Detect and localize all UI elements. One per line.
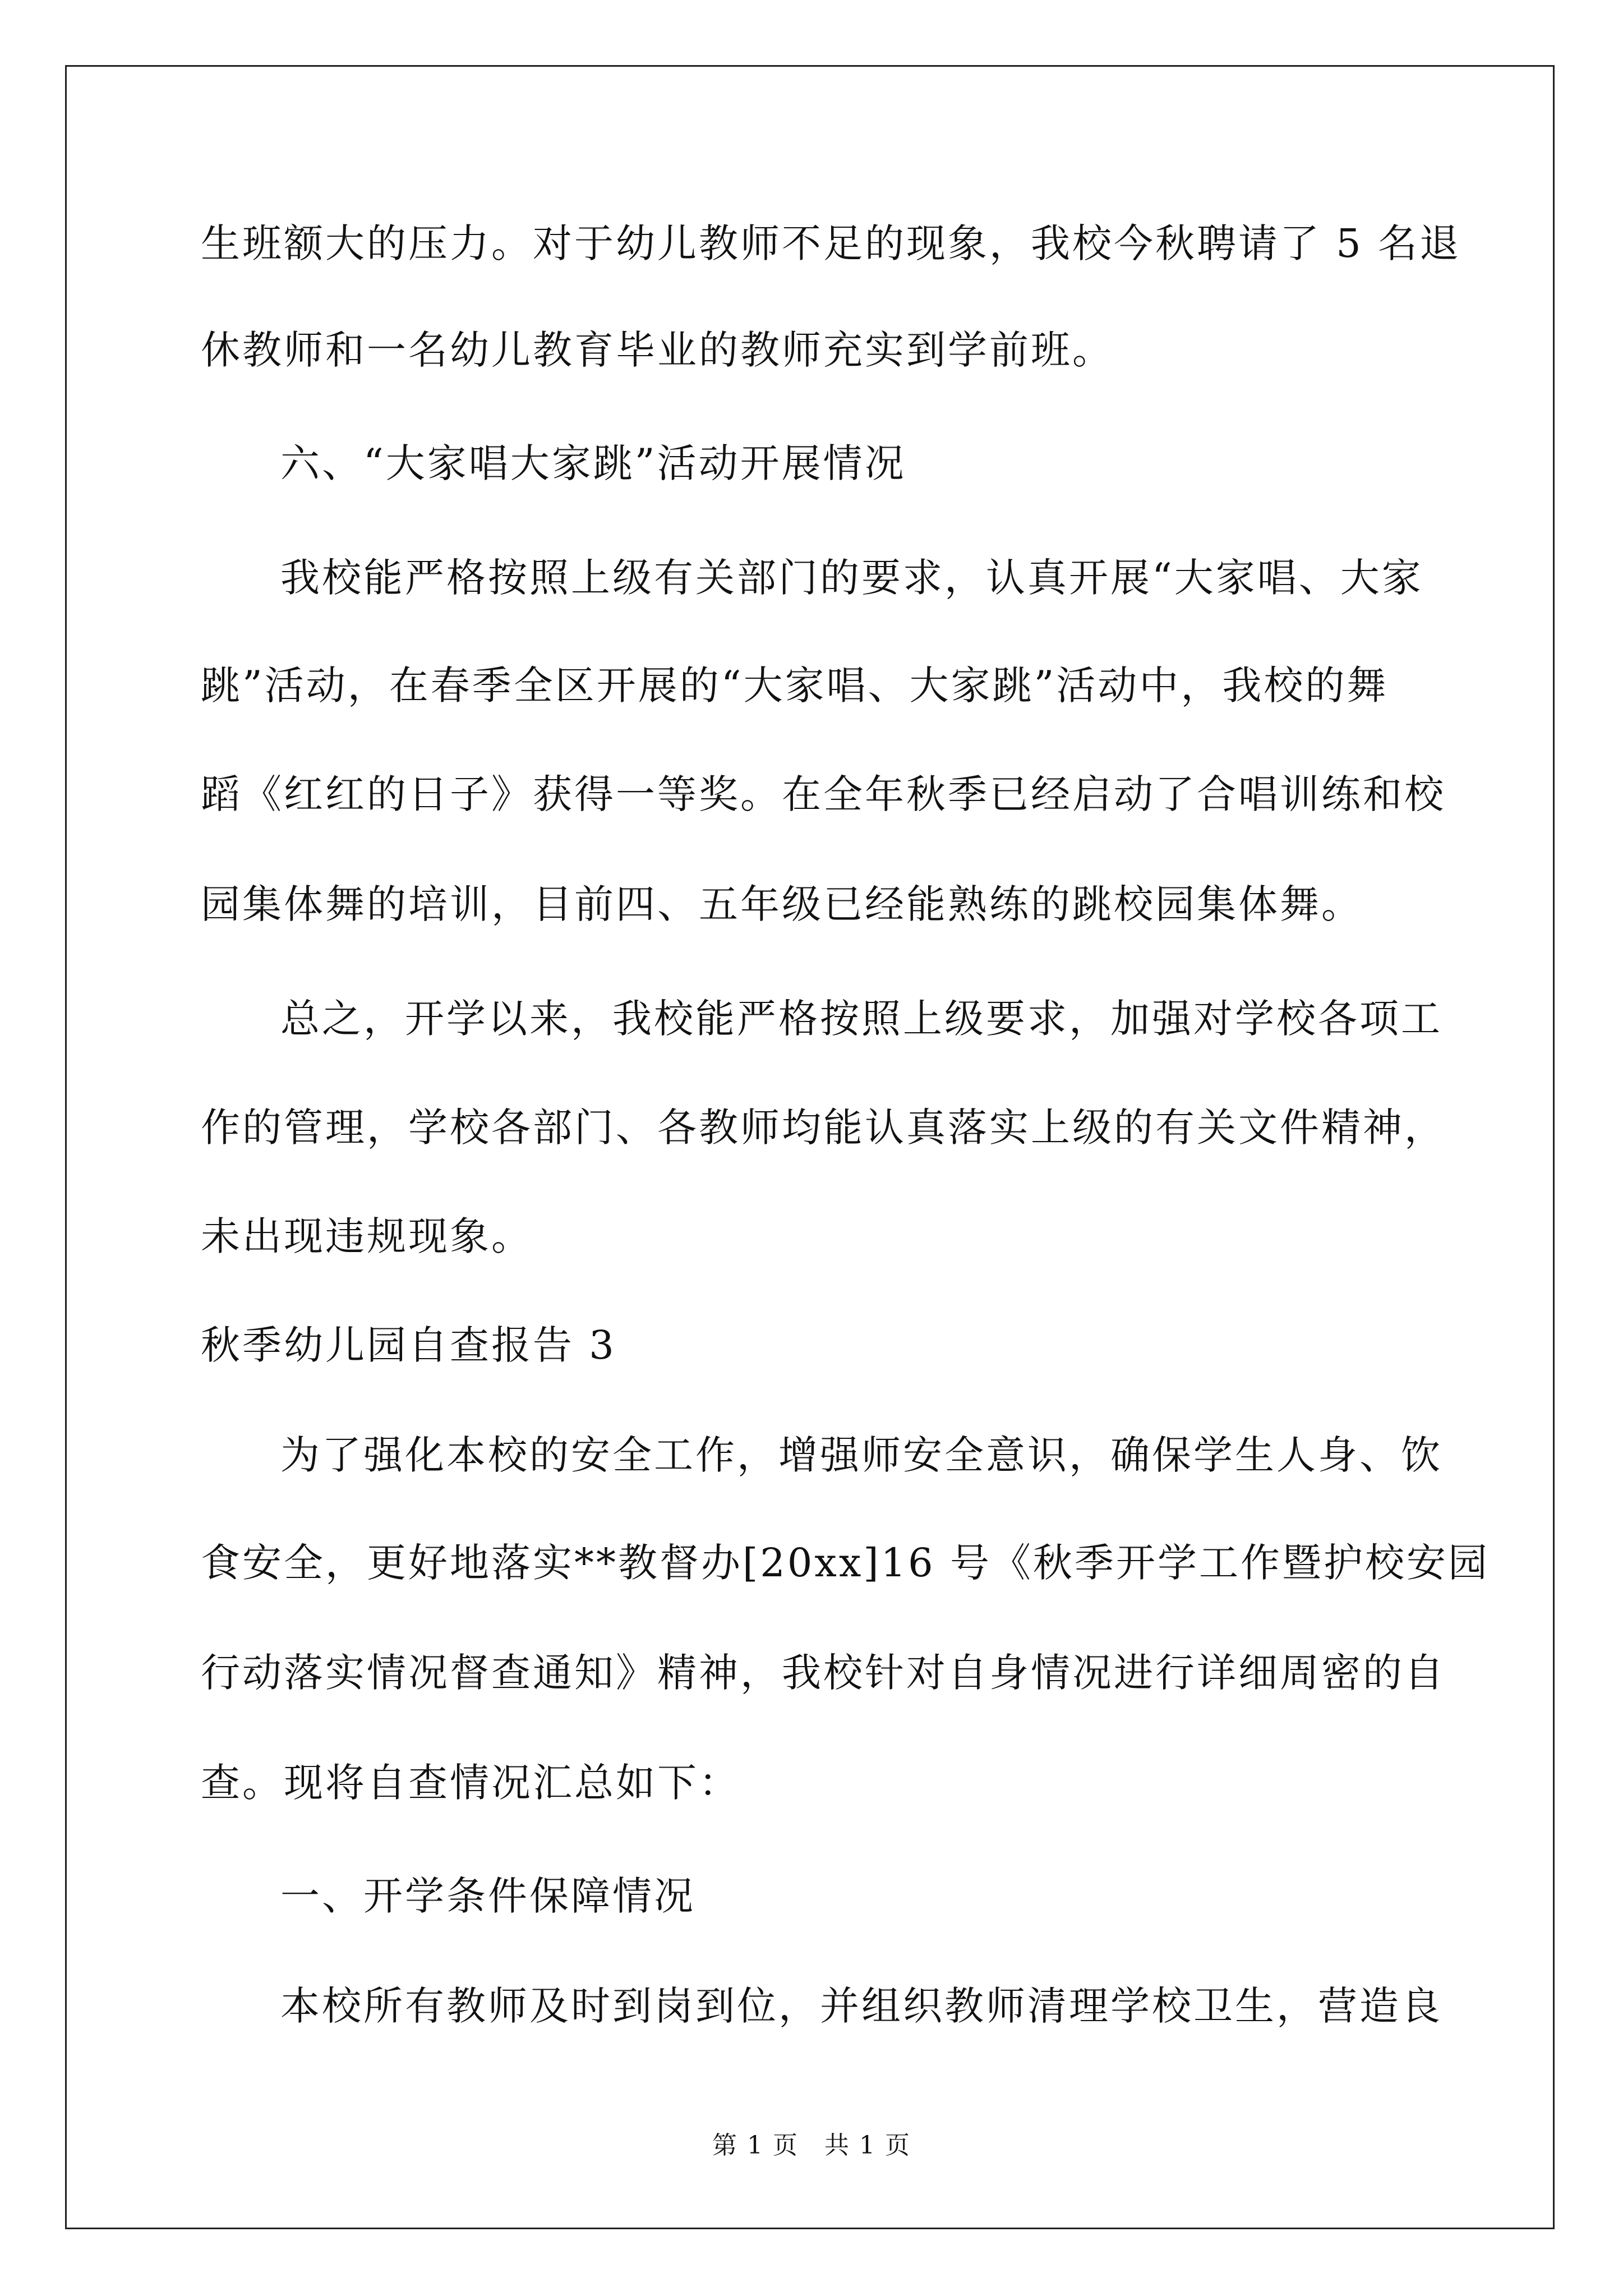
page-number-footer: 第 1 页 共 1 页 <box>712 2131 911 2160</box>
body-text-line: 我校能严格按照上级有关部门的要求，认真开展“大家唱、大家 <box>280 555 1423 601</box>
body-text-line: 未出现违规现象。 <box>201 1213 533 1259</box>
body-text-line: 为了强化本校的安全工作，增强师安全意识，确保学生人身、饮 <box>280 1432 1442 1478</box>
body-text-line: 蹈《红红的日子》获得一等奖。在全年秋季已经启动了合唱训练和校 <box>201 771 1446 817</box>
body-text-line: 作的管理，学校各部门、各教师均能认真落实上级的有关文件精神， <box>201 1105 1446 1151</box>
section-heading: 六、“大家唱大家跳”活动开展情况 <box>280 440 906 486</box>
body-text-line: 查。现将自查情况汇总如下： <box>201 1760 740 1806</box>
body-text-line: 生班额大的压力。对于幼儿教师不足的现象，我校今秋聘请了 5 名退 <box>201 220 1461 266</box>
body-text-line: 休教师和一名幼儿教育毕业的教师充实到学前班。 <box>201 327 1114 373</box>
body-text-line: 本校所有教师及时到岗到位，并组织教师清理学校卫生，营造良 <box>280 1983 1442 2029</box>
body-text-line: 食安全，更好地落实**教督办[20xx]16 号《秋季开学工作暨护校安园 <box>201 1540 1490 1586</box>
document-title: 秋季幼儿园自查报告 3 <box>201 1322 616 1368</box>
section-heading: 一、开学条件保障情况 <box>280 1873 695 1919</box>
body-text-line: 园集体舞的培训，目前四、五年级已经能熟练的跳校园集体舞。 <box>201 881 1363 927</box>
body-text-line: 跳”活动，在春季全区开展的“大家唱、大家跳”活动中，我校的舞 <box>201 662 1389 708</box>
body-text-line: 行动落实情况督查通知》精神，我校针对自身情况进行详细周密的自 <box>201 1650 1446 1696</box>
body-text-line: 总之，开学以来，我校能严格按照上级要求，加强对学校各项工 <box>280 996 1442 1042</box>
